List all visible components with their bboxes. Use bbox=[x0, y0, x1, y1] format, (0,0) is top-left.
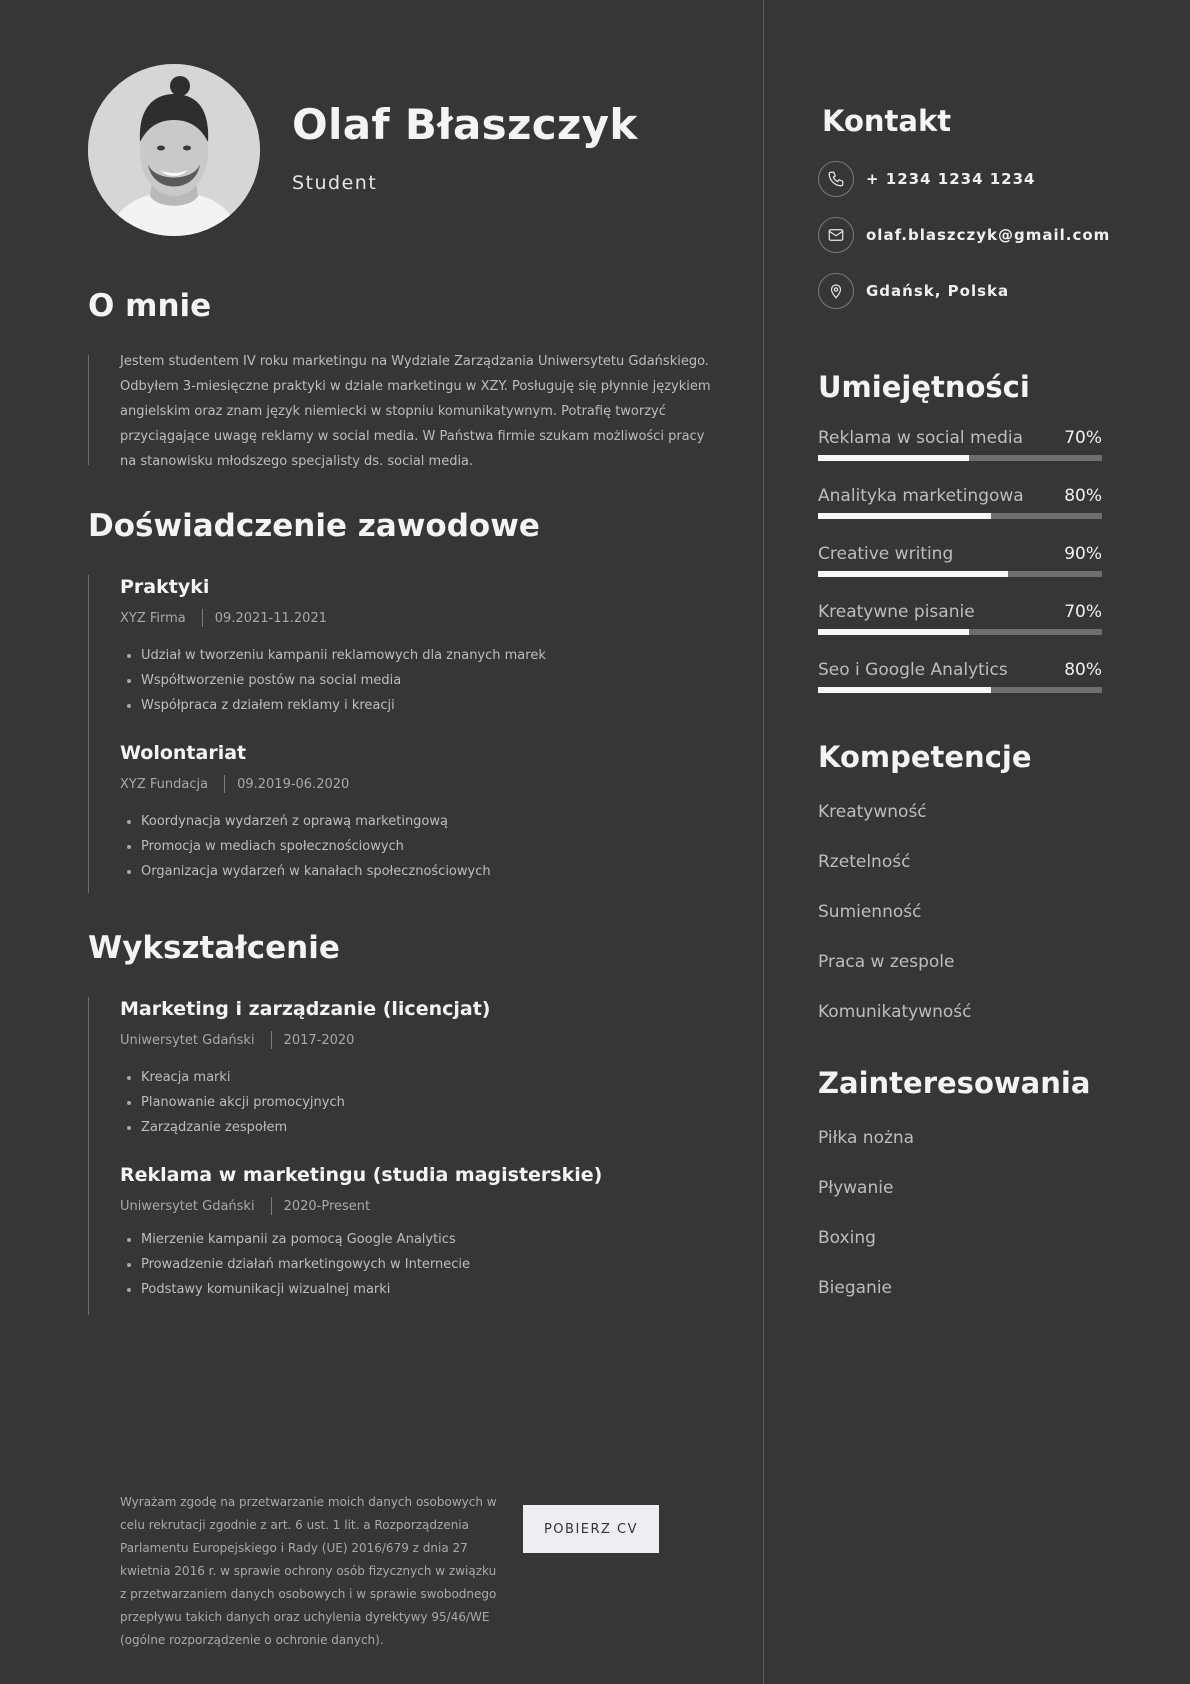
skill-item bbox=[818, 544, 1102, 577]
skill-name: Creative writing bbox=[818, 544, 954, 564]
education-meta bbox=[120, 1197, 602, 1215]
skill-percent: 90% bbox=[1064, 544, 1102, 564]
skill-percent: 80% bbox=[1064, 660, 1102, 680]
interest-item: Piłka nożna bbox=[818, 1128, 915, 1148]
contact-phone[interactable] bbox=[818, 161, 1035, 197]
list-item: Współpraca z działem reklamy i kreacji bbox=[120, 693, 546, 718]
job-organization: XYZ Firma bbox=[120, 610, 186, 626]
skill-item bbox=[818, 660, 1102, 693]
skill-bar-fill bbox=[818, 687, 991, 693]
location-pin-icon bbox=[818, 273, 854, 309]
competency-item: Kreatywność bbox=[818, 802, 927, 822]
skill-name: Reklama w social media bbox=[818, 428, 1024, 448]
education-title: Wykształcenie bbox=[88, 930, 340, 966]
list-item: Organizacja wydarzeń w kanałach społecznościowych bbox=[120, 859, 546, 884]
meta-separator bbox=[271, 1197, 272, 1215]
interests-title: Zainteresowania bbox=[818, 1066, 1091, 1100]
phone-icon bbox=[818, 161, 854, 197]
job-title: Praktyki bbox=[120, 576, 210, 598]
contact-email[interactable] bbox=[818, 217, 1110, 253]
skills-title: Umiejętności bbox=[818, 370, 1030, 404]
skill-bar bbox=[818, 629, 1102, 635]
education-meta bbox=[120, 1031, 602, 1049]
avatar bbox=[88, 64, 260, 236]
skill-bar bbox=[818, 687, 1102, 693]
job-organization: XYZ Fundacja bbox=[120, 776, 209, 792]
education-title-item: Reklama w marketingu (studia magisterskie) bbox=[120, 1164, 603, 1186]
education-item bbox=[120, 997, 602, 1140]
contact-email-text: olaf.blaszczyk@gmail.com bbox=[866, 226, 1111, 244]
education-title-item: Marketing i zarządzanie (licencjat) bbox=[120, 998, 491, 1020]
competencies-title: Kompetencje bbox=[818, 740, 1032, 774]
competency-item: Rzetelność bbox=[818, 852, 911, 872]
education-school: Uniwersytet Gdański bbox=[120, 1198, 255, 1214]
mail-icon bbox=[818, 217, 854, 253]
job-meta bbox=[120, 609, 546, 627]
interest-item: Bieganie bbox=[818, 1278, 893, 1298]
experience-title: Doświadczenie zawodowe bbox=[88, 508, 540, 544]
skill-bar-fill bbox=[818, 629, 969, 635]
meta-separator bbox=[224, 775, 225, 793]
skill-percent: 70% bbox=[1064, 602, 1102, 622]
list-item: Mierzenie kampanii za pomocą Google Analytics bbox=[120, 1227, 602, 1252]
contact-phone-text: + 1234 1234 1234 bbox=[866, 170, 1036, 188]
list-item: Kreacja marki bbox=[120, 1065, 602, 1090]
skill-bar bbox=[818, 513, 1102, 519]
skill-bar bbox=[818, 571, 1102, 577]
interest-item: Boxing bbox=[818, 1228, 876, 1248]
list-item: Promocja w mediach społecznościowych bbox=[120, 834, 546, 859]
skill-item bbox=[818, 428, 1102, 461]
education-block bbox=[88, 997, 602, 1315]
education-school: Uniwersytet Gdański bbox=[120, 1032, 255, 1048]
list-item: Planowanie akcji promocyjnych bbox=[120, 1090, 602, 1115]
education-dates: 2017-2020 bbox=[283, 1032, 355, 1048]
contact-title: Kontakt bbox=[822, 104, 952, 138]
list-item: Prowadzenie działań marketingowych w Internecie bbox=[120, 1252, 602, 1277]
about-title: O mnie bbox=[88, 288, 212, 324]
job-bullets bbox=[120, 643, 546, 718]
competency-item: Sumienność bbox=[818, 902, 922, 922]
list-item: Współtworzenie postów na social media bbox=[120, 668, 546, 693]
education-bullets bbox=[120, 1227, 602, 1302]
column-divider bbox=[763, 0, 764, 1684]
interest-item: Pływanie bbox=[818, 1178, 894, 1198]
skill-name: Analityka marketingowa bbox=[818, 486, 1024, 506]
skill-bar-fill bbox=[818, 513, 991, 519]
job-dates: 09.2021-11.2021 bbox=[214, 610, 327, 626]
skill-name: Seo i Google Analytics bbox=[818, 660, 1008, 680]
experience-item bbox=[120, 741, 546, 884]
list-item: Udział w tworzeniu kampanii reklamowych dla znanych marek bbox=[120, 643, 546, 668]
list-item: Zarządzanie zespołem bbox=[120, 1115, 602, 1140]
gdpr-consent: Wyrażam zgodę na przetwarzanie moich danych osobowych w celu rekrutacji zgodnie z art. 6 ust. 1 lit. a Rozporządzenia Parlamentu Europejskiego i Rady (UE) 2016/679 z dnia 27 kwietnia 2016 r. w sprawie ochrony osób fizycznych w związku z przetwarzaniem danych osobowych i w sprawie swobodnego przepływu takich danych oraz uchylenia dyrektywy 95/46/WE (ogólne rozporządzenie o ochronie danych). bbox=[120, 1495, 497, 1647]
job-dates: 09.2019-06.2020 bbox=[237, 776, 350, 792]
skill-name: Kreatywne pisanie bbox=[818, 602, 975, 622]
skill-percent: 70% bbox=[1064, 428, 1102, 448]
experience-block bbox=[88, 575, 546, 893]
about-block bbox=[88, 354, 720, 469]
candidate-role: Student bbox=[292, 172, 378, 194]
list-item: Podstawy komunikacji wizualnej marki bbox=[120, 1277, 602, 1302]
job-title: Wolontariat bbox=[120, 742, 247, 764]
job-meta bbox=[120, 775, 546, 793]
experience-item bbox=[120, 575, 546, 718]
skill-bar-fill bbox=[818, 571, 1008, 577]
skill-item bbox=[818, 486, 1102, 519]
job-bullets bbox=[120, 809, 546, 884]
contact-location bbox=[818, 273, 1009, 309]
list-item: Koordynacja wydarzeń z oprawą marketingową bbox=[120, 809, 546, 834]
meta-separator bbox=[202, 609, 203, 627]
contact-location-text: Gdańsk, Polska bbox=[866, 282, 1010, 300]
about-text: Jestem studentem IV roku marketingu na Wydziale Zarządzania Uniwersytetu Gdańskiego. Odbyłem 3-miesięczne praktyki w dziale marketingu w XZY. Posługuję się płynnie językiem angielskim oraz znam język niemiecki w stopniu komunikatywnym. Potrafię tworzyć przyciągające uwagę reklamy w social media. W Państwa firmie szukam możliwości pracy na stanowisku młodszego specjalisty ds. social media. bbox=[120, 354, 711, 469]
competency-item: Komunikatywność bbox=[818, 1002, 972, 1022]
skill-bar bbox=[818, 455, 1102, 461]
education-dates: 2020-Present bbox=[283, 1198, 371, 1214]
education-item bbox=[120, 1163, 602, 1302]
education-bullets bbox=[120, 1065, 602, 1140]
download-cv-button[interactable]: POBIERZ CV bbox=[523, 1505, 659, 1553]
candidate-name: Olaf Błaszczyk bbox=[292, 100, 638, 149]
skill-percent: 80% bbox=[1064, 486, 1102, 506]
meta-separator bbox=[271, 1031, 272, 1049]
competency-item: Praca w zespole bbox=[818, 952, 955, 972]
portrait-photo bbox=[88, 64, 260, 236]
skill-bar-fill bbox=[818, 455, 969, 461]
skill-item bbox=[818, 602, 1102, 635]
